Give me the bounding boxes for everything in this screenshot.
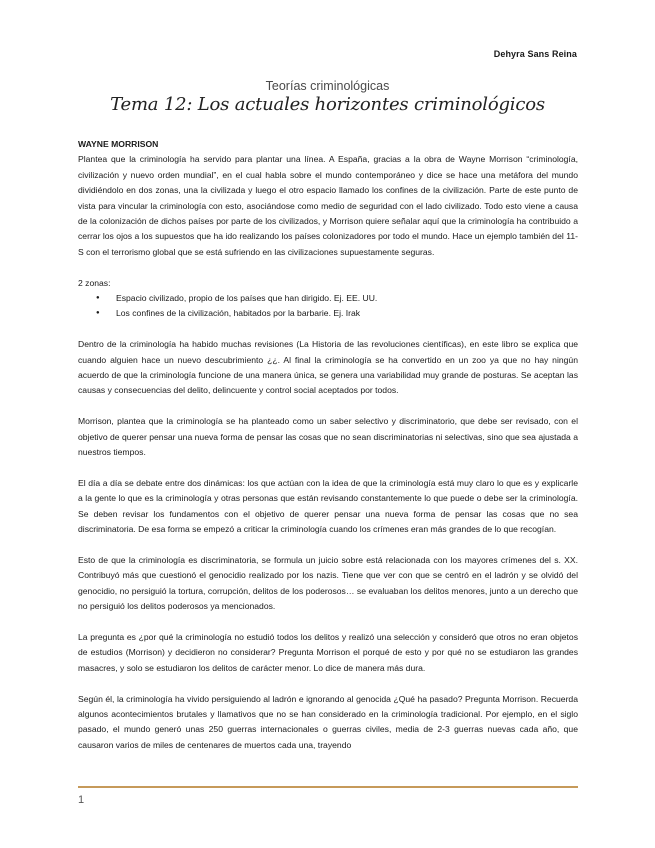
list-item: ● Los confines de la civilización, habitados por la barbarie. Ej. Irak <box>78 306 578 321</box>
paragraph-3: Morrison, plantea que la criminología se ha planteado como un saber selectivo y discriminatorio, que debe ser revisado, con el objetivo de querer pensar una nueva forma de pensar las cosas que no sean discriminatorias ni selectivas, sino que sea ajustada a nuestros tiempos. <box>78 416 578 458</box>
section-heading: WAYNE MORRISON <box>78 139 159 149</box>
footer-divider <box>78 786 578 788</box>
zones-label: 2 zonas: <box>78 277 111 288</box>
author-name: Dehyra Sans Reina <box>493 49 577 59</box>
paragraph-4: El día a día se debate entre dos dinámicas: los que actúan con la idea de que la criminología está muy claro lo que es y explicarle a la gente lo que es la criminología y otras personas que están revisando constantemente lo que puede o debe ser la criminología. Se deben revisar los fundamentos con el objetivo de querer pensar una nueva forma de pensar las cosas que no sea discriminatoria. De esa forma se empezó a criticar la criminología cuando los crímenes eran más grandes de lo que recogían. <box>78 477 578 535</box>
page-number: 1 <box>78 794 85 806</box>
page-title: Tema 12: Los actuales horizontes criminológicos <box>110 94 545 115</box>
paragraph-1: Plantea que la criminología ha servido para plantar una línea. A España, gracias a la obra de Wayne Morrison “criminología, civilización y nuevo orden mundial”, en el cual habla sobre el mundo contemporáneo y dice se hace una metáfora del mundo dividiéndolo en dos zonas, una la civilizada y luego el otro espacio llamado los confines de la civilización. Parte de este punto de vista para vincular la criminología con esto, asociándose como medio de seguridad con el lado civilizado. Todo esto viene a causa de la colonización de dichos países por parte de los civilizados, y Morrison quiere señalar aquí que la criminología ha contribuido a cerrar los ojos a los supuestos que ha ido realizando los países colonizadores por todo el mundo. Hace un ejemplo también del 11-S con el terrorismo global que se está sufriendo en las civilizaciones supuestamente seguras. <box>78 154 578 257</box>
paragraph-6: La pregunta es ¿por qué la criminología no estudió todos los delitos y realizó una selección y consideró que otros no eran objetos de estudios (Morrison) y decidieron no considerar? Pregunta Morrison el porqué de esto y por qué no se estudiaron las grandes masacres, y solo se estudiaron los delitos de carácter menor. Lo dice de manera más dura. <box>78 631 578 673</box>
list-item: ● Espacio civilizado, propio de los países que han dirigido. Ej. EE. UU. <box>78 291 578 306</box>
paragraph-2: Dentro de la criminología ha habido muchas revisiones (La Historia de las revoluciones científicas), en este libro se explica que cuando alguien hace un nuevo descubrimiento ¿¿. Al final la criminología se ha convertido en un zoo ya que no hay ningún acuerdo de que la criminología funcione de una manera única, se genera una variabilidad muy grande de posturas. Se aceptan las causas y consecuencias del delito, delincuente y control social aceptados por todos. <box>78 339 578 396</box>
document-body <box>78 137 578 753</box>
zones-list <box>78 291 578 322</box>
paragraph-5: Esto de que la criminología es discriminatoria, se formula un juicio sobre está relacionada con los mayores crímenes del s. XX. Contribuyó más que cuestionó el genocidio realizado por los nazis. Tiene que ver con que se centró en el ladrón y se olvidó del genocidio, no persiguió la tortura, corrupción, delitos de los poderosos… se evaluaban los delitos menores, junto a un derecho que no persiguió los delitos poderosos ya mencionados. <box>78 554 578 612</box>
subject-title: Teorías criminológicas <box>265 79 390 93</box>
paragraph-7: Según él, la criminología ha vivido persiguiendo al ladrón e ignorando al genocida ¿Qué ha pasado? Pregunta Morrison. Recuerda algunos acontecimientos brutales y llamativos que no se han considerado en la criminología tradicional. Por ejemplo, en el siglo pasado, el mundo generó unas 250 guerras internacionales o guerras civiles, media de 2-3 guerras nuevas cada año, que causaron varios de miles de centenares de muertos cada una, trayendo <box>78 693 578 750</box>
